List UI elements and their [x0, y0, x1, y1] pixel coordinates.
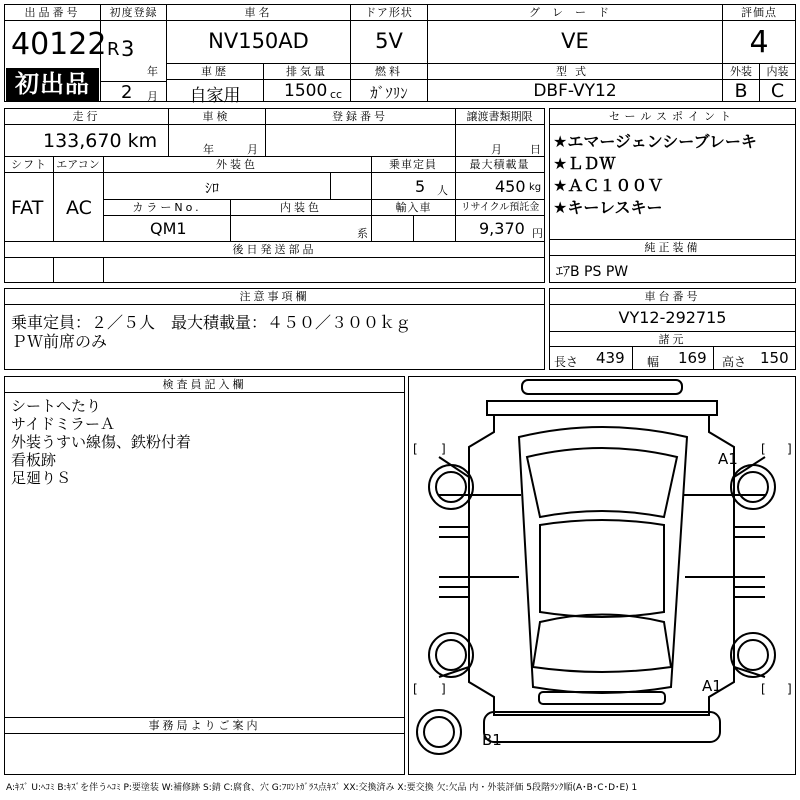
first-reg-label: 初度登録 [101, 5, 166, 21]
first-reg-cell [100, 4, 167, 102]
svg-text:]: ] [787, 442, 792, 456]
capacity-unit: 人 [437, 184, 448, 197]
capacity: 5 [415, 177, 426, 196]
svg-text:[: [ [761, 682, 766, 696]
sales-point: ★エマージェンシーブレーキ [553, 132, 757, 151]
exterior: B [734, 80, 748, 102]
exterior-cell [722, 63, 760, 102]
legend: A:ｷｽﾞ U:ﾍｺﾐ B:ｷｽﾞを伴うﾍｺﾐ P:要塗装 W:補修跡 S:錆 C:腐食、穴 G:ﾌﾛﾝﾄｶﾞﾗｽ点ｷｽﾞ XX:交換済み X:要交換 欠:欠品 内・外装評価 5段階ﾗﾝｸ順(A･B･C･D･E) 1 [6, 783, 638, 793]
history-label: 車歴 [167, 64, 263, 80]
height-label: 高さ [722, 355, 747, 369]
inspector-block [4, 376, 405, 718]
ac-label: エアコン [53, 157, 103, 173]
year-unit: 年 [147, 65, 158, 78]
mileage: 133,670 km [43, 130, 158, 152]
lot-no-label: 出品番号 [5, 5, 100, 21]
notes-label: 注意事項欄 [5, 289, 544, 305]
inspector-line: 看板跡 [11, 451, 57, 469]
grade: VE [561, 29, 589, 53]
int-color-unit: 系 [357, 227, 368, 240]
svg-text:[: [ [413, 442, 418, 456]
recycle: 9,370 [479, 219, 525, 238]
svg-text:]: ] [441, 442, 446, 456]
damage-mark: B1 [482, 731, 502, 749]
grade-cell [427, 4, 723, 64]
inspection-year-unit: 年 [203, 143, 214, 156]
shift: FAT [11, 197, 44, 219]
sales-points-label: セールスポイント [550, 109, 795, 125]
width-label: 幅 [647, 355, 660, 369]
max-load-unit: kg [529, 182, 542, 193]
history-cell [166, 63, 264, 106]
month-unit: 月 [147, 90, 158, 103]
sales-point: ★ＡＣ１００Ｖ [553, 176, 664, 195]
chassis-number: VY12-292715 [618, 308, 727, 327]
notes-line: ＰＷ前席のみ [11, 332, 108, 351]
fuel: ｶﾞｿﾘﾝ [370, 84, 408, 102]
recycle-unit: 円 [532, 227, 543, 240]
vehicle-info-block [4, 108, 545, 283]
inspector-line: 足廻りＳ [11, 469, 72, 487]
ac: AC [66, 197, 92, 219]
inspector-line: シートへたり [11, 397, 102, 415]
displacement-unit: cc [330, 88, 343, 101]
int-color-label: 内装色 [231, 200, 371, 216]
interior-cell [759, 63, 796, 102]
transfer-day-unit: 日 [530, 143, 541, 156]
height: 150 [760, 349, 789, 367]
color-no: QM1 [150, 219, 187, 238]
header-block [4, 4, 107, 102]
era: R [107, 39, 120, 60]
sales-points-block [549, 108, 796, 240]
later-parts-label: 後日発送部品 [5, 242, 544, 258]
max-load: 450 [495, 177, 526, 196]
office-label: 事務局よりご案内 [5, 718, 404, 734]
displacement-label: 排気量 [264, 64, 350, 80]
ext-color: ｼﾛ [205, 181, 219, 197]
equipment-value: ｴｱB PS PW [556, 264, 629, 280]
damage-mark: A1 [718, 450, 738, 468]
transfer-label: 譲渡書類期限 [455, 109, 544, 125]
sales-point: ★ＬＤＷ [553, 154, 616, 173]
car-name-cell [166, 4, 351, 64]
sales-point: ★キーレスキー [553, 198, 663, 217]
dims-label: 諸元 [550, 331, 795, 347]
score: 4 [749, 25, 769, 60]
length-label: 長さ [554, 355, 579, 369]
displacement-cell [263, 63, 351, 102]
notes-block [4, 288, 545, 370]
shift-label: シフト [5, 157, 53, 173]
equipment-label: 純正装備 [550, 240, 795, 256]
chassis-label: 車台番号 [550, 289, 795, 305]
max-load-label: 最大積載量 [455, 157, 544, 173]
svg-text:]: ] [787, 682, 792, 696]
ext-color-label: 外装色 [103, 157, 371, 173]
reg-month: 2 [121, 82, 133, 103]
length: 439 [596, 349, 625, 367]
transfer-month-unit: 月 [491, 143, 502, 156]
color-no-label: カラーNo. [104, 200, 230, 216]
inspector-line: サイドミラーＡ [11, 415, 115, 433]
inspector-label: 検査員記入欄 [5, 377, 404, 393]
svg-text:[: [ [761, 442, 766, 456]
inspection-month-unit: 月 [247, 143, 258, 156]
mileage-label: 走行 [5, 109, 168, 125]
doors-label: ドア形状 [351, 5, 427, 21]
interior-label: 内装 [760, 64, 795, 80]
score-cell [722, 4, 796, 64]
model: DBF-VY12 [533, 81, 617, 101]
svg-text:[: [ [413, 682, 418, 696]
import-label: 輸入車 [372, 200, 455, 216]
recycle-label: リサイクル預託金 [456, 200, 544, 216]
grade-label: グレード [428, 5, 722, 21]
doors-cell [350, 4, 428, 64]
damage-mark: A1 [702, 677, 722, 695]
displacement: 1500 [284, 81, 328, 101]
lot-no: 40122 [11, 27, 107, 62]
svg-text:]: ] [441, 682, 446, 696]
first-listing-badge: 初出品 [6, 68, 99, 101]
office-block [4, 717, 405, 775]
width: 169 [678, 349, 707, 367]
notes-line: 乗車定員：２／５人 最大積載量：４５０／３００ｋｇ [11, 313, 412, 332]
equipment-block [549, 239, 796, 283]
inspector-line: 外装うすい線傷、鉄粉付着 [11, 433, 192, 451]
chassis-block [549, 288, 796, 370]
fuel-cell [350, 63, 428, 102]
inspection-label: 車検 [168, 109, 265, 125]
model-cell [427, 63, 723, 102]
capacity-label: 乗車定員 [371, 157, 455, 173]
car-name-label: 車名 [167, 5, 350, 21]
score-label: 評価点 [723, 5, 795, 21]
car-diagram [408, 376, 796, 775]
model-label: 型式 [428, 64, 722, 80]
car-name: NV150AD [208, 29, 309, 53]
interior: C [770, 80, 785, 102]
reg-year: 3 [121, 37, 135, 61]
car-outline-drawing [409, 377, 795, 774]
history: 自家用 [189, 86, 241, 106]
fuel-label: 燃料 [351, 64, 427, 80]
doors: 5V [375, 29, 403, 53]
exterior-label: 外装 [723, 64, 759, 80]
reg-no-label: 登録番号 [265, 109, 455, 125]
